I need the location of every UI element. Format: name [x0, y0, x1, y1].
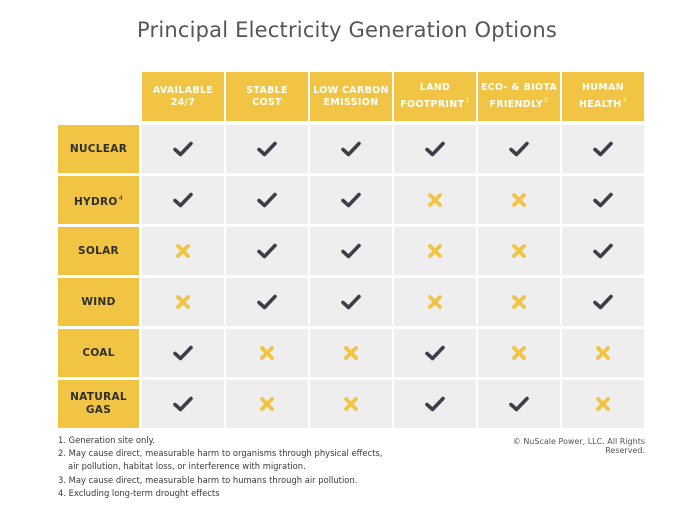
- column-header: [226, 72, 308, 121]
- footnote-ref: 1: [465, 96, 470, 104]
- check-icon: [341, 141, 361, 157]
- column-header: [478, 72, 560, 121]
- check-icon: [425, 141, 445, 157]
- footnote-item: [58, 487, 418, 500]
- row-header-line: SOLAR: [78, 244, 119, 257]
- row-header-line: HYDRO: [73, 195, 118, 208]
- column-header-line: STABLE: [246, 84, 288, 96]
- row-header-label: [81, 296, 115, 309]
- table-cell: [310, 227, 392, 275]
- column-header-label: [313, 85, 388, 109]
- table-cell: [478, 176, 560, 224]
- footnote-ref: 3: [622, 96, 627, 104]
- column-header-label: [153, 85, 213, 109]
- column-header-line: LAND: [419, 82, 451, 93]
- table-cell: [562, 380, 644, 428]
- row-header-line: NUCLEAR: [69, 142, 128, 155]
- column-header-line: FRIENDLY: [489, 99, 544, 110]
- column-header: [394, 72, 476, 121]
- table-cell: [394, 380, 476, 428]
- row-header: [58, 227, 139, 275]
- footnote-text: 3. May cause direct, measurable harm to humans through air pollution.: [58, 474, 358, 485]
- check-icon: [341, 243, 361, 259]
- row-header-line: NATURAL: [70, 391, 127, 403]
- check-icon: [257, 294, 277, 310]
- cross-icon: [427, 294, 443, 310]
- check-icon: [341, 192, 361, 208]
- table-cell: [478, 380, 560, 428]
- cross-icon: [259, 345, 275, 361]
- cross-icon: [595, 345, 611, 361]
- table-cell: [478, 227, 560, 275]
- column-header-label: [400, 82, 470, 111]
- table-cell: [562, 125, 644, 173]
- check-icon: [173, 192, 193, 208]
- row-header-label: [74, 192, 123, 209]
- row-header-label: [82, 347, 114, 360]
- column-header-line: EMISSION: [323, 96, 379, 108]
- table-cell: [394, 176, 476, 224]
- cross-icon: [595, 396, 611, 412]
- column-header-line: ECO- & BIOTA: [480, 82, 558, 93]
- column-header-line: LOW CARBON: [313, 84, 389, 96]
- column-header-line: FOOTPRINT: [400, 99, 465, 110]
- row-header: [58, 176, 139, 224]
- table-cell: [394, 278, 476, 326]
- table-cell: [478, 329, 560, 377]
- table-cell: [394, 227, 476, 275]
- column-header: [562, 72, 644, 121]
- row-header-line: GAS: [85, 404, 112, 416]
- row-header-label: [78, 245, 119, 258]
- check-icon: [425, 345, 445, 361]
- table-cell: [478, 125, 560, 173]
- table-cell: [142, 329, 224, 377]
- check-icon: [593, 141, 613, 157]
- table-cell: [310, 176, 392, 224]
- column-header-line: COST: [252, 96, 282, 108]
- table-cell: [310, 329, 392, 377]
- column-header-line: AVAILABLE: [152, 84, 214, 96]
- check-icon: [509, 141, 529, 157]
- check-icon: [173, 396, 193, 412]
- row-header-line: WIND: [81, 295, 116, 308]
- table-cell: [226, 125, 308, 173]
- check-icon: [173, 345, 193, 361]
- cross-icon: [511, 192, 527, 208]
- row-header: [58, 278, 139, 326]
- table-cell: [142, 125, 224, 173]
- column-header-label: [481, 82, 557, 111]
- cross-icon: [259, 396, 275, 412]
- table-cell: [226, 380, 308, 428]
- cross-icon: [427, 192, 443, 208]
- footnote-ref: 4: [118, 193, 124, 202]
- column-header-line: 24/7: [170, 96, 196, 108]
- footnote-ref: 2: [544, 96, 549, 104]
- check-icon: [257, 192, 277, 208]
- footnote-text: 2. May cause direct, measurable harm to organisms through physical effects,: [58, 448, 383, 459]
- column-header-line: HEALTH: [579, 99, 622, 110]
- footnote-item: [58, 447, 418, 473]
- table-cell: [478, 278, 560, 326]
- table-cell: [310, 278, 392, 326]
- row-header-line: COAL: [82, 346, 115, 359]
- cross-icon: [343, 345, 359, 361]
- column-header: [310, 72, 392, 121]
- cross-icon: [427, 243, 443, 259]
- footnote-text: 1. Generation site only.: [58, 435, 156, 445]
- table-cell: [226, 329, 308, 377]
- column-header-label: [579, 82, 627, 111]
- table-cell: [142, 278, 224, 326]
- row-header-label: [70, 143, 127, 156]
- check-icon: [257, 141, 277, 157]
- column-header-line: HUMAN: [582, 82, 624, 93]
- table-cell: [562, 176, 644, 224]
- footnote-item: [58, 474, 418, 487]
- column-header: [142, 72, 224, 121]
- page-title: Principal Electricity Generation Options: [136, 18, 557, 42]
- check-icon: [593, 192, 613, 208]
- table-cell: [562, 278, 644, 326]
- table-cell: [142, 176, 224, 224]
- copyright-notice: © NuScale Power, LLC. All Rights Reserved.: [512, 437, 645, 455]
- check-icon: [509, 396, 529, 412]
- table-cell: [310, 380, 392, 428]
- footnotes: [58, 434, 418, 500]
- table-cell: [310, 125, 392, 173]
- row-header: [58, 380, 139, 428]
- cross-icon: [511, 345, 527, 361]
- row-header-label: [70, 391, 127, 417]
- table-cell: [394, 125, 476, 173]
- check-icon: [593, 243, 613, 259]
- row-header: [58, 125, 139, 173]
- check-icon: [173, 141, 193, 157]
- table-cell: [562, 227, 644, 275]
- table-cell: [562, 329, 644, 377]
- check-icon: [425, 396, 445, 412]
- check-icon: [257, 243, 277, 259]
- cross-icon: [511, 294, 527, 310]
- cross-icon: [175, 294, 191, 310]
- table-cell: [142, 227, 224, 275]
- table-cell: [226, 176, 308, 224]
- cross-icon: [511, 243, 527, 259]
- footnote-item: [58, 434, 418, 447]
- cross-icon: [343, 396, 359, 412]
- footnote-text: 4. Excluding long-term drought effects: [58, 487, 220, 498]
- table-cell: [394, 329, 476, 377]
- cross-icon: [175, 243, 191, 259]
- column-header-label: [246, 85, 288, 109]
- row-header: [58, 329, 139, 377]
- check-icon: [341, 294, 361, 310]
- footnote-text-continued: air pollution, habitat loss, or interference with migration.: [68, 461, 306, 472]
- check-icon: [593, 294, 613, 310]
- table-cell: [142, 380, 224, 428]
- table-cell: [226, 227, 308, 275]
- table-cell: [226, 278, 308, 326]
